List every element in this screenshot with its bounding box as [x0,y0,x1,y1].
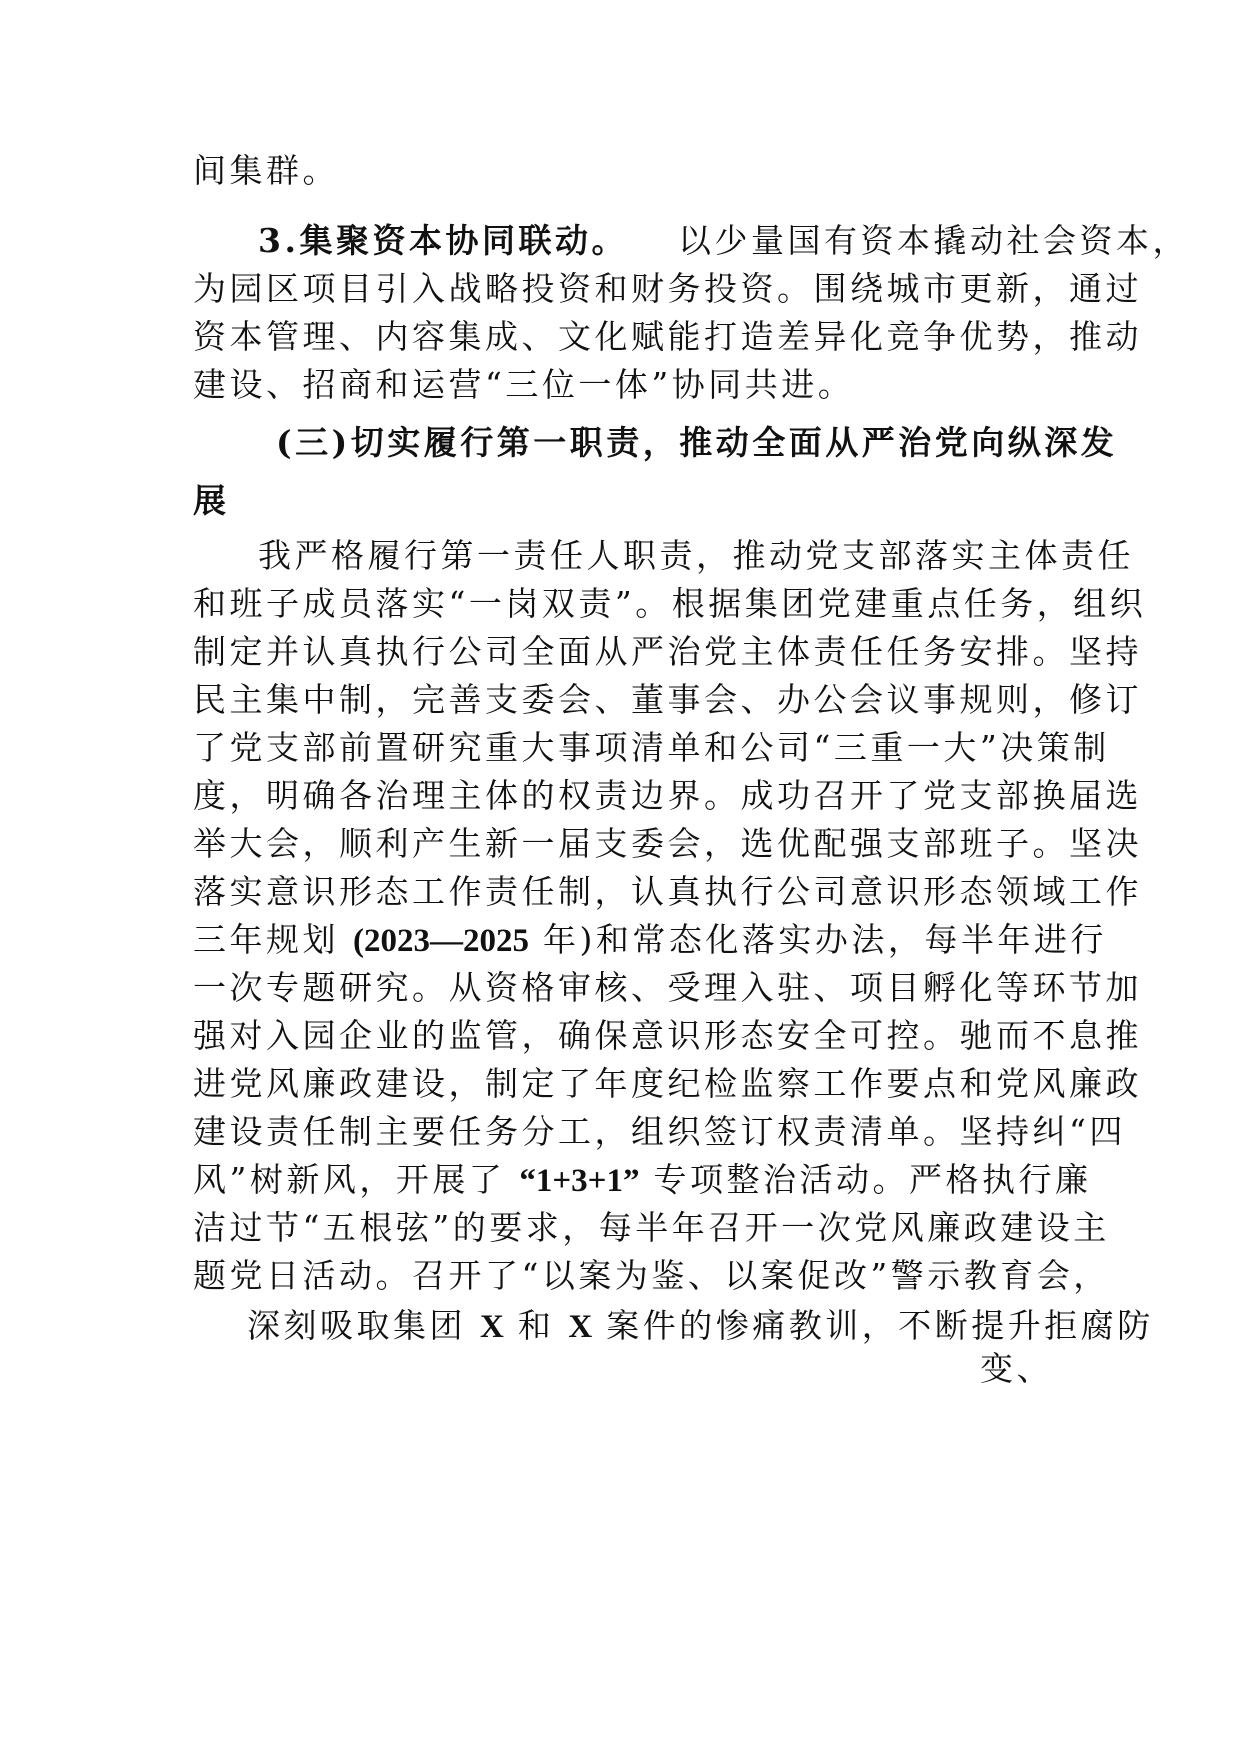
text-segment: 度，明确各治理主体的权责边界。成功召开了党支部换届选 [193,776,1142,815]
paragraph-line [193,313,1142,361]
text-segment: 三年规划 [193,920,339,959]
text-segment: 一次专题研究。从资格审核、受理入驻、项目孵化等环节加 [193,968,1142,1007]
text-segment: 变、 [980,1349,1053,1388]
text-segment: 案件的惨痛教训，不断提升拒腐防 [606,1306,1154,1345]
paragraph-line [193,772,1142,820]
subheading-line [258,217,1189,265]
paragraph-line [193,676,1142,724]
text-segment: 和 [517,1306,555,1345]
text-segment: 了党支部前置研究重大事项清单和公司“三重一大”决策制 [193,728,1110,767]
paragraph-line [258,532,1134,580]
paragraph-line [193,1012,1142,1060]
paragraph-line [193,580,1147,628]
text-segment: 制定并认真执行公司全面从严治党主体责任任务安排。坚持 [193,632,1142,671]
text-segment: 和班子成员落实“一岗双责”。根据集团党建重点任务，组织 [193,584,1147,623]
paragraph-line [193,868,1142,916]
paragraph-line [193,361,1053,409]
text-segment: 以少量国有资本撬动社会资本， [677,221,1189,260]
paragraph-line [193,1345,1053,1393]
year-range: (2023—2025 [353,923,529,959]
text-segment: 举大会，顺利产生新一届支委会，选优配强支部班子。坚决 [193,824,1142,863]
campaign-code: “1+3+1” [519,1163,640,1199]
text-segment: 专项整治活动。严格执行廉 [653,1160,1092,1199]
text-segment: 我严格履行第一责任人职责，推动党支部落实主体责任 [258,536,1134,575]
case-placeholder: X [480,1309,504,1345]
text-segment: 洁过节“五根弦”的要求，每半年召开一次党风廉政建设主 [193,1208,1110,1247]
paragraph-line [193,1156,1092,1205]
subheading-title: 3.集聚资本协同联动。 [258,221,628,260]
text-segment: 落实意识形态工作责任制，认真执行公司意识形态领域工作 [193,872,1142,911]
text-segment: 资本管理、内容集成、文化赋能打造差异化竞争优势，推动 [193,317,1142,356]
paragraph-line [247,1302,1154,1351]
paragraph-line [193,1060,1142,1108]
paragraph-line [193,964,1142,1012]
section-heading-text: (三)切实履行第一职责，推动全面从严治党向纵深发 [276,423,1118,462]
text-segment: 强对入园企业的监管，确保意识形态安全可控。驰而不息推 [193,1016,1142,1055]
text-segment: 间集群。 [193,151,339,190]
text-segment: 年)和常态化落实办法，每半年进行 [543,920,1107,959]
text-segment: 民主集中制，完善支委会、董事会、办公会议事规则，修订 [193,680,1142,719]
paragraph-line [193,265,1142,313]
paragraph-line [193,1204,1110,1252]
paragraph-line [193,1108,1126,1156]
text-segment: 深刻吸取集团 [247,1306,466,1345]
paragraph-line [193,724,1110,772]
text-segment: 建设、招商和运营“三位一体”协同共进。 [193,365,855,404]
section-heading [276,419,1118,467]
text-segment: 进党风廉政建设，制定了年度纪检监察工作要点和党风廉政 [193,1064,1142,1103]
text-segment: 题党日活动。召开了“以案为鉴、以案促改”警示教育会， [193,1256,1110,1295]
text-segment: 建设责任制主要任务分工，组织签订权责清单。坚持纠“四 [193,1112,1126,1151]
text-segment: 为园区项目引入战略投资和财务投资。围绕城市更新，通过 [193,269,1142,308]
paragraph-line [193,916,1107,965]
case-placeholder: X [568,1309,593,1345]
paragraph-line [193,628,1142,676]
section-heading-continuation [193,477,1053,525]
paragraph-line [193,1252,1110,1300]
section-heading-text: 展 [193,481,230,520]
paragraph-line [193,147,1053,195]
paragraph-line [193,820,1142,868]
text-segment: 风”树新风，开展了 [193,1160,506,1199]
